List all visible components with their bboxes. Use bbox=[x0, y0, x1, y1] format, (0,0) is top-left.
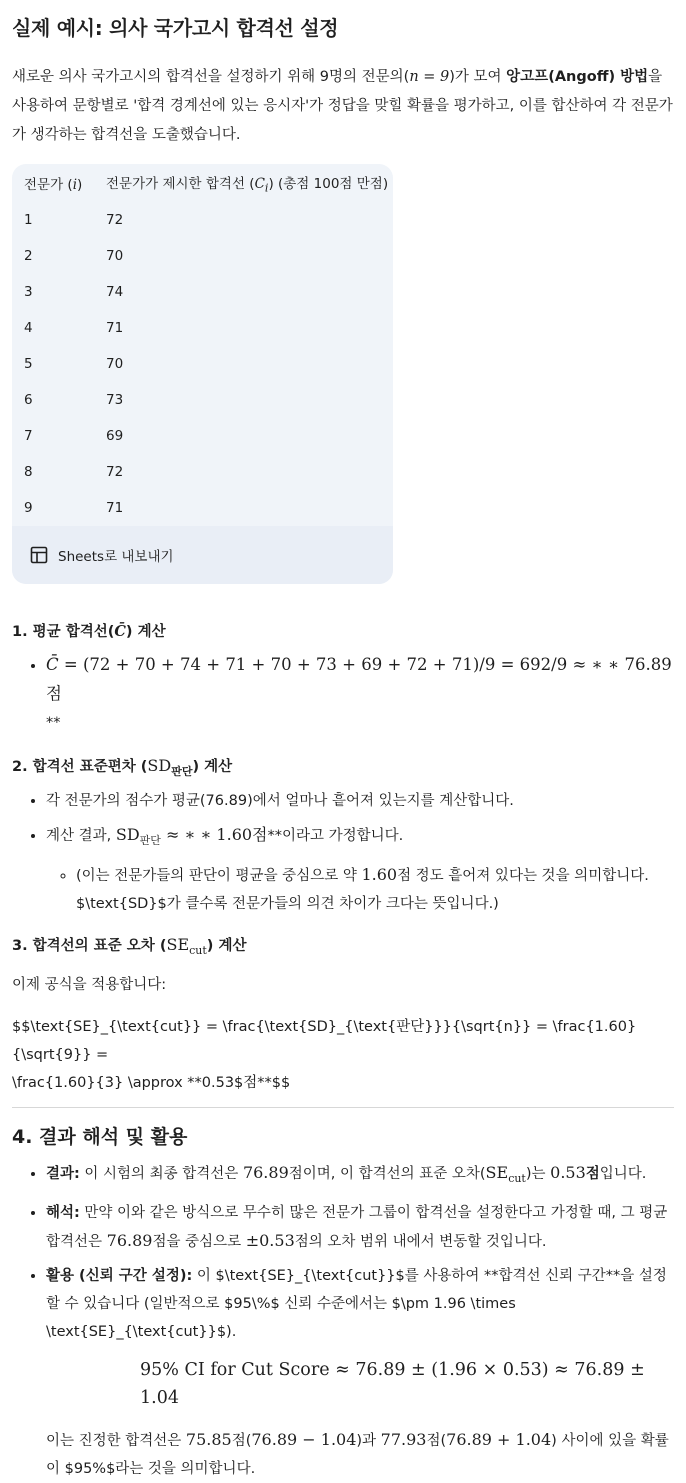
intro-paragraph bbox=[12, 63, 674, 150]
cell-cut: 74 bbox=[106, 284, 124, 300]
table-row bbox=[12, 346, 393, 382]
table-row bbox=[12, 274, 393, 310]
cell-expert: 5 bbox=[24, 356, 33, 372]
cell-expert: 8 bbox=[24, 464, 33, 480]
raw-latex-line: $$\text{SE}_{\text{cut}} = \frac{\text{SD}_{\text{판단}}}{\sqrt{n}} = \frac{1.60}{\sqrt{9}} = bbox=[12, 1018, 637, 1063]
list-item: • C̄ = (72 + 70 + 74 + 71 + 70 + 73 + 69 + 72 + 71)/9 = 692/9 ≈ ∗ ∗ 76.89점 ** bbox=[46, 651, 674, 737]
cell-cut: 71 bbox=[106, 320, 124, 336]
cell-cut: 69 bbox=[106, 428, 124, 444]
list-item: • 계산 결과, $SD_{판단}$ ≈ ∗ ∗ 1.60점**이라고 가정합니다. ◦ (이는 전문가들의 판단이 평균을 중심으로 약 1.60점 정도 흩어져 있다는 것을 의미합니다. $\text{SD}$가 클수록 전문가들의 의견 차이가 크다는 뜻입니다.) bbox=[46, 821, 674, 918]
list-item: • 각 전문가의 점수가 평균(76.89)에서 얼마나 흩어져 있는지를 계산합니다. bbox=[46, 787, 674, 815]
section-mean bbox=[12, 620, 674, 737]
table-row bbox=[12, 418, 393, 454]
raw-latex-line: \frac{1.60}{3} \approx **0.53$점**$$ bbox=[12, 1074, 291, 1091]
cell-cut: 70 bbox=[106, 248, 124, 264]
list-item: • 해석: 만약 이와 같은 방식으로 무수히 많은 전문가 그룹이 합격선을 설정한다고 가정할 때, 그 평균 합격선은 76.89점을 중심으로 ±0.53점의 오차 범위 내에서 변동할 것입니다. bbox=[46, 1199, 674, 1256]
intro-text: )가 모여 bbox=[449, 69, 507, 85]
column-header-cut-score: 전문가가 제시한 합격선 $(C_i)$ (총점 100점 만점) bbox=[106, 175, 389, 195]
table-row bbox=[12, 238, 393, 274]
cell-cut: 71 bbox=[106, 500, 124, 516]
cell-expert: 3 bbox=[24, 284, 33, 300]
table-row bbox=[12, 490, 393, 526]
column-header-expert: 전문가 (i) bbox=[24, 177, 83, 193]
cell-expert: 9 bbox=[24, 500, 33, 516]
confidence-interval-formula: 95% CI for Cut Score ≈ 76.89 ± (1.96 × 0.53) ≈ 76.89 ± 1.04 bbox=[140, 1359, 645, 1408]
section-results bbox=[12, 1122, 674, 1483]
intro-text: 을 사용하여 문항별로 '합격 경계선에 있는 응시자'가 정답을 맞힐 확률을 평가하고, 이를 합산하여 각 전문가가 생각하는 합격선을 도출했습니다. bbox=[12, 69, 673, 143]
table-row bbox=[12, 310, 393, 346]
cell-cut: 72 bbox=[106, 464, 124, 480]
intro-bold: 앙고프(Angoff) 방법 bbox=[506, 69, 649, 85]
expert-table bbox=[12, 164, 393, 526]
expert-table-card bbox=[12, 164, 393, 584]
conclusion-text: 이는 진정한 합격선은 75.85점(76.89 − 1.04)과 77.93점(76.89 + 1.04) 사이에 있을 확률이 $95%$라는 것을 의미합니다. bbox=[46, 1429, 669, 1477]
table-header-row bbox=[12, 164, 393, 202]
page-title: 실제 예시: 의사 국가고시 합격선 설정 bbox=[12, 16, 339, 40]
section-heading: 3. 합격선의 표준 오차 $(SE_{cut})$ 계산 bbox=[12, 934, 247, 957]
sub-list-item: ◦ (이는 전문가들의 판단이 평균을 중심으로 약 1.60점 정도 흩어져 있다는 것을 의미합니다. $\text{SD}$가 클수록 전문가들의 의견 차이가 크다는 뜻입니다.) bbox=[76, 861, 674, 918]
list-item: • 결과: 이 시험의 최종 합격선은 76.89점이며, 이 합격선의 표준 오차$(SE_{cut})$는 0.53점입니다. bbox=[46, 1159, 674, 1193]
section-heading: 1. 평균 합격선(C̄) 계산 bbox=[12, 623, 166, 640]
export-label: Sheets로 내보내기 bbox=[58, 549, 174, 565]
section-heading: 4. 결과 해석 및 활용 bbox=[12, 1125, 188, 1148]
cell-expert: 4 bbox=[24, 320, 33, 336]
cell-expert: 2 bbox=[24, 248, 33, 264]
divider bbox=[12, 1107, 674, 1108]
cell-expert: 1 bbox=[24, 212, 33, 228]
table-row bbox=[12, 454, 393, 490]
section-se bbox=[12, 934, 674, 1097]
cell-cut: 73 bbox=[106, 392, 124, 408]
intro-math: n = 9 bbox=[409, 69, 450, 85]
cell-expert: 6 bbox=[24, 392, 33, 408]
cell-expert: 7 bbox=[24, 428, 33, 444]
section-sd bbox=[12, 755, 674, 918]
table-row bbox=[12, 202, 393, 238]
cell-cut: 72 bbox=[106, 212, 124, 228]
cell-cut: 70 bbox=[106, 356, 124, 372]
formula-intro: 이제 공식을 적용합니다: bbox=[12, 976, 167, 993]
section-heading: 2. 합격선 표준편차 $(SD_{판단})$ 계산 bbox=[12, 756, 233, 778]
list-item: • 활용 (신뢰 구간 설정): 이 $\text{SE}_{\text{cut}}$를 사용하여 **합격선 신뢰 구간**을 설정할 수 있습니다 (일반적으로 $95\%$ 신뢰 수준에서는 $\pm 1.96 \times \text{SE}_{\text{cut}}$). 95% CI for Cut Score ≈ 76.89 ± (1.96 × 0.53) ≈ 76.89 ± 1.04 이는 진정한 합격선은 75.85점(76.89 − 1.04)과 77.93점(76.89 + 1.04) 사이에 있을 확률이 $95%$라는 것을 의미합니다. bbox=[46, 1262, 674, 1483]
intro-text: 새로운 의사 국가고시의 합격선을 설정하기 위해 9명의 전문의( bbox=[12, 69, 410, 85]
export-to-sheets-button[interactable] bbox=[12, 526, 393, 584]
table-row bbox=[12, 382, 393, 418]
table-icon bbox=[30, 546, 48, 564]
